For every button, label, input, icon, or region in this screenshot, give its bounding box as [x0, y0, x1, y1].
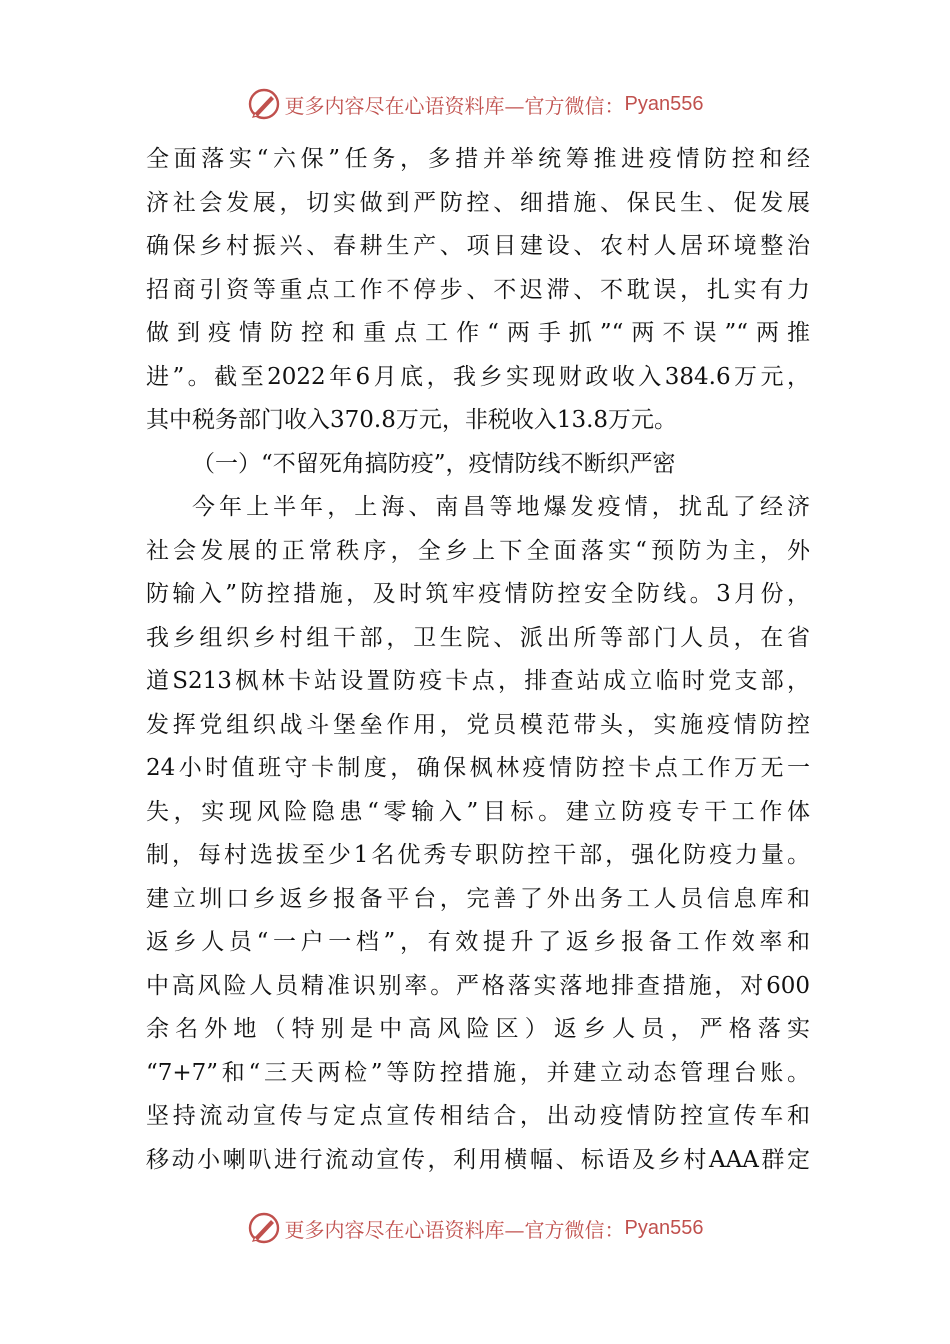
text-line: 建立圳口乡返乡报备平台，完善了外出务工人员信息库和: [146, 885, 810, 912]
pen-logo-icon: [247, 87, 281, 121]
text-line: 今年上半年，上海、南昌等地爆发疫情，扰乱了经济: [192, 494, 810, 520]
watermark-header: [0, 84, 950, 124]
text-line: 中高风险人员精准识别率。严格落实落地排查措施，对600: [146, 972, 810, 999]
text-line: 移动小喇叭进行流动宣传，利用横幅、标语及乡村AAA群定: [146, 1146, 810, 1173]
wechat-id: Pyan556: [624, 92, 704, 115]
text-line: 坚持流动宣传与定点宣传相结合，出动疫情防控宣传车和: [146, 1103, 810, 1129]
text-line: 招商引资等重点工作不停步、不迟滞、不耽误，扎实有力: [146, 276, 810, 303]
wechat-id: Pyan556: [624, 1216, 704, 1239]
text-line: 24小时值班守卡制度，确保枫林疫情防控卡点工作万无一: [146, 755, 810, 781]
text-line: 余名外地（特别是中高风险区）返乡人员，严格落实: [146, 1016, 810, 1042]
text-line: 社会发展的正常秩序，全乡上下全面落实“预防为主，外: [146, 537, 810, 564]
text-line: 道S213枫林卡站设置防疫卡点，排查站成立临时党支部，: [146, 668, 810, 694]
text-line: 做到疫情防控和重点工作“两手抓”“两不误”“两推: [146, 320, 810, 346]
text-line: 制，每村选拔至少1名优秀专职防控干部，强化防疫力量。: [146, 842, 810, 868]
watermark-footer: [0, 1208, 950, 1248]
watermark-text: 更多内容尽在心语资料库—官方微信：: [284, 1217, 625, 1242]
text-line: “7+7”和“三天两检”等防控措施，并建立动态管理台账。: [146, 1059, 810, 1086]
text-line: 进”。截至2022年6月底，我乡实现财政收入384.6万元，: [146, 363, 810, 390]
text-line: 防输入”防控措施，及时筑牢疫情防控安全防线。3月份，: [146, 581, 810, 607]
text-line: 全面落实“六保”任务，多措并举统筹推进疫情防控和经: [146, 146, 810, 172]
text-line: 发挥党组织战斗堡垒作用，党员模范带头，实施疫情防控: [146, 711, 810, 738]
text-line: 济社会发展，切实做到严防控、细措施、保民生、促发展: [146, 189, 810, 216]
text-line: 返乡人员“一户一档”，有效提升了返乡报备工作效率和: [146, 929, 810, 955]
section-heading: （一）“不留死角搞防疫”，疫情防线不断织严密: [192, 450, 676, 477]
watermark-text: 更多内容尽在心语资料库—官方微信：: [284, 93, 625, 118]
pen-logo-icon: [247, 1211, 281, 1245]
document-body: [146, 138, 810, 1182]
text-line: 其中税务部门收入370.8万元，非税收入13.8万元。: [146, 407, 678, 433]
text-line: 失，实现风险隐患“零输入”目标。建立防疫专干工作体: [146, 798, 810, 825]
text-line: 我乡组织乡村组干部，卫生院、派出所等部门人员，在省: [146, 624, 810, 651]
text-line: 确保乡村振兴、春耕生产、项目建设、农村人居环境整治: [146, 233, 810, 259]
